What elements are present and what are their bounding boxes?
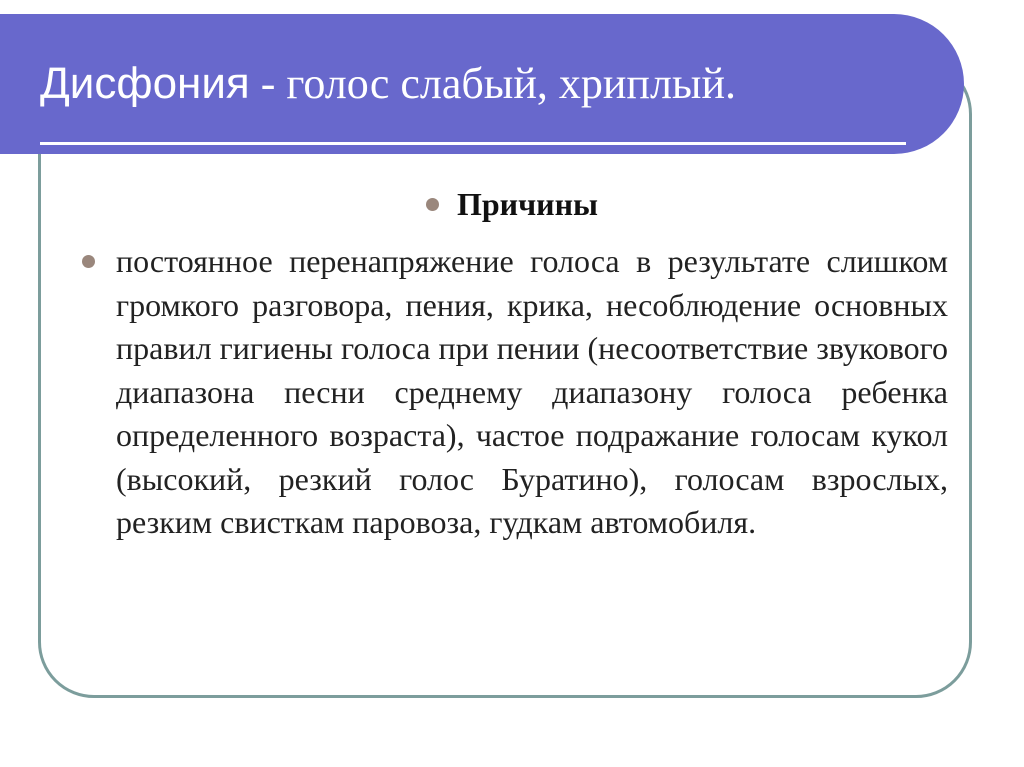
title-rest: - голос слабый, хриплый. — [249, 59, 737, 108]
causes-text: постоянное перенапряжение голоса в результате слишком громкого разговора, пения, крика, несоблюдение основных правил гигиены голоса при пении (несоответствие звукового диапазона песни среднему диапазону голоса ребенка определенного возраста), частое подражание голосам кукол (высокий, резкий голос Буратино), голосам взрослых, резким свисткам паровоза, гудкам автомобиля. — [116, 243, 948, 540]
title-main: Дисфония — [40, 59, 250, 108]
causes-list-item — [78, 240, 948, 545]
slide-title — [40, 58, 736, 111]
bullet-icon — [82, 255, 95, 268]
causes-heading-row — [0, 186, 1024, 223]
title-underline — [40, 142, 906, 145]
causes-heading: Причины — [456, 186, 599, 222]
title-bar — [0, 14, 964, 154]
bullet-icon — [426, 198, 439, 211]
